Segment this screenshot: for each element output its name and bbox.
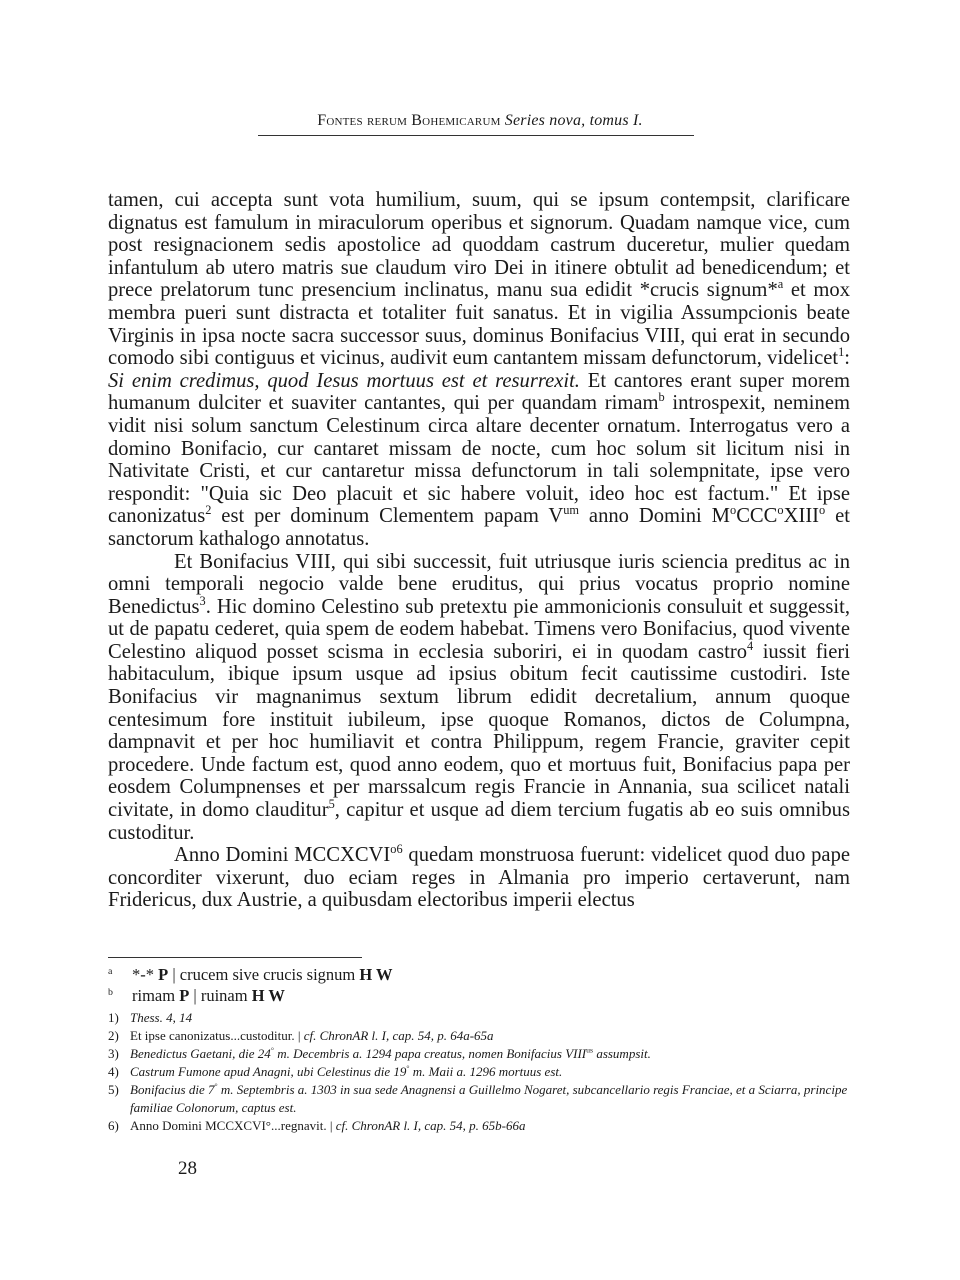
text: tamen, cui accepta sunt vota humilium, suum, qui se ipsum contempsit, clarificare dignatus est famulum in miraculorum operibus et signorum. Quadam namque vice, cum post resignacionem sedis apostolice ad quoddam castrum duceretur, mulier quedam infantulum ab utero matris sue claudum viro Dei in itinere obtulit ad benedicendum; et prece prelatorum tunc presencium inclinatus, manu sua edidit *crucis signum* — [108, 189, 850, 302]
text: . Hic domino Celestino sub pretextu pie ammonicionis consuluit et suggessit, ut de papatu cederet, quia spem de eodem habebat. Timens vero Bonifacius, quod vivente Celestino aliquod posset scisma in ecclesia suboriri, ei in quodam castro — [108, 595, 850, 663]
header-rule — [258, 135, 694, 136]
footnote-mark: a — [777, 277, 784, 292]
note-text: | ruinam — [189, 986, 252, 1005]
note-text: *-* — [132, 965, 159, 984]
note-text: rimam — [132, 986, 180, 1005]
text: Et cantores erant super morem humanum dulciter et suaviter cantantes, qui per quandam rimam — [108, 369, 850, 415]
note-text: Anno Domini MCCXCVI°...regnavit. | — [130, 1118, 336, 1133]
text: Et Bonifacius VIII, qui sibi successit, fuit utriusque iuris sciencia preditus ac in omni temporali negocio valde bene eruditus, qui prius vocatus proprio nomine Benedictus — [108, 550, 850, 618]
superscript: o — [777, 503, 784, 518]
footnote-mark: 4 — [747, 639, 754, 654]
text: , capitur et usque ad diem tercium fugatis ab eo suis omnibus custoditur. — [108, 799, 850, 844]
note-number: 2) — [108, 1028, 119, 1043]
note-text: Et ipse canonizatus...custoditur. | — [130, 1028, 304, 1043]
note-italic: m. Decembris a. 1294 papa creatus, nomen Bonifacius VIII — [273, 1046, 587, 1061]
footnote-mark: 2 — [205, 503, 212, 518]
superscript: um — [563, 503, 580, 518]
series-title: Fontes rerum Bohemicarum — [317, 112, 501, 129]
superscript: o — [730, 503, 737, 518]
main-text — [108, 189, 850, 912]
footnote-mark: 1 — [838, 345, 845, 360]
footnotes — [108, 964, 850, 1135]
running-header — [0, 112, 960, 130]
manuscript-siglum: P — [179, 986, 190, 1005]
textual-note: $^a$ *-* P | crucem sive crucis signum H W — [108, 965, 393, 984]
note-italic: m. Septembris a. 1303 in sua sede Anagnensi a Guillelmo Nogaret, subcancellario regis Franciae, et a Sciarra, principe familiae Colonorum, captus est. — [130, 1082, 848, 1115]
text: et mox membra pueri sunt distracta et totaliter fuit sanatus. Et in vigilia Assumpcionis beate Virginis in ipsa nocte sacra successor suus, dominus Bonifacius VIII, qui erat in secundo comodo sibi contiguus et vicinus, audivit eum cantantem missam defunctorum, videlicet — [108, 279, 850, 370]
note-italic: Bonifacius die 7 — [130, 1082, 215, 1097]
text: : — [844, 347, 850, 370]
superscript: us — [586, 1045, 594, 1055]
note-number: 4) — [108, 1064, 119, 1079]
manuscript-siglum: H W — [359, 965, 393, 984]
note-number: 1) — [108, 1010, 119, 1025]
quotation: Si enim credimus, quod Iesus mortuus est et resurrexit. — [108, 369, 580, 392]
note-italic: cf. ChronAR l. I, cap. 54, p. 65b-66a — [335, 1118, 526, 1133]
text: anno Domini M — [579, 505, 730, 528]
note-italic: Benedictus Gaetani, die 24 — [130, 1046, 271, 1061]
textual-note: $^b$ rimam P | ruinam H W — [108, 986, 285, 1005]
commentary-note — [108, 1081, 850, 1117]
commentary-note — [108, 1063, 850, 1081]
manuscript-siglum: P — [158, 965, 169, 984]
manuscript-siglum: H W — [251, 986, 285, 1005]
text: et sanctorum kathalogo annotatus. — [108, 505, 850, 550]
paragraph-3 — [108, 844, 850, 912]
text: Anno Domini MCCXCVI — [174, 844, 391, 867]
footnote-rule — [108, 957, 362, 958]
text: CCC — [736, 505, 778, 528]
paragraph-1 — [108, 189, 850, 551]
note-number: 3) — [108, 1046, 119, 1061]
footnote-mark: 3 — [199, 593, 206, 608]
commentary-note — [108, 1027, 850, 1045]
page-number: 28 — [178, 1158, 197, 1179]
text: quedam monstruosa fuerunt: videlicet quod duo pape concorditer vixerunt, duo eciam reges in Almania pro imperio certaverunt, nam Fridericus, dux Austrie, a quibusdam electoribus imperii electus — [108, 844, 851, 912]
note-italic: cf. ChronAR l. I, cap. 54, p. 64a-65a — [303, 1028, 494, 1043]
note-italic: Castrum Fumone apud Anagni, ubi Celestinus die 19 — [130, 1064, 407, 1079]
superscript: ° — [270, 1045, 274, 1055]
note-number: 6) — [108, 1118, 119, 1133]
footnote-mark: b — [658, 390, 665, 405]
footnote-mark: 5 — [328, 797, 335, 812]
text: XIII — [783, 505, 820, 528]
commentary-note — [108, 1045, 850, 1063]
footnote-mark: o6 — [390, 842, 403, 857]
note-italic: assumpsit. — [593, 1046, 651, 1061]
paragraph-2 — [108, 551, 850, 845]
superscript: o — [819, 503, 826, 518]
series-volume: Series nova, tomus I. — [504, 112, 643, 129]
note-italic: Thess. 4, 14 — [130, 1010, 193, 1025]
text: est per dominum Clementem papam V — [211, 505, 564, 528]
note-number: 5) — [108, 1082, 119, 1097]
superscript: ° — [406, 1063, 410, 1073]
superscript: ° — [214, 1081, 218, 1091]
note-italic: m. Maii a. 1296 mortuus est. — [409, 1064, 563, 1079]
text: introspexit, neminem vidit nisi solum sanctum Celestinum circa altare decenter ornatum. Interrogatus vero a domino Bonifacio, cur cantaret missam de nocte, cum hoc solum sit licitum nisi in Nativitate Cristi, et cur cantaretur missa defunctorum in tali solempnitate, ipse vero respondit: "Quia sic Deo placuit et sic habere voluit, ideo hoc est factum." Et ipse canonizatus — [108, 392, 850, 528]
text: iussit fieri habitaculum, ibique ipsum usque ad ipsius obitum fecit cautissime custodiri. Iste Bonifacius vir magnanimus sextum librum edidit decretalium, annum quoque centesimum fore instituit iubileum, ipse quoque Romanos, dictos de Columpna, dampnavit et per hoc humiliavit et contra Philippum, regem Francie, graviter cepit procedere. Unde factum est, quod anno eodem, quo et mortuus fuit, Bonifacius papa per eosdem Columpnenses et per marssalcum regis Francie in Annania, sua scilicet natali civitate, in domo clauditur — [108, 640, 850, 822]
commentary-note — [108, 1009, 850, 1027]
note-text: | crucem sive crucis signum — [168, 965, 360, 984]
commentary-note — [108, 1117, 850, 1135]
